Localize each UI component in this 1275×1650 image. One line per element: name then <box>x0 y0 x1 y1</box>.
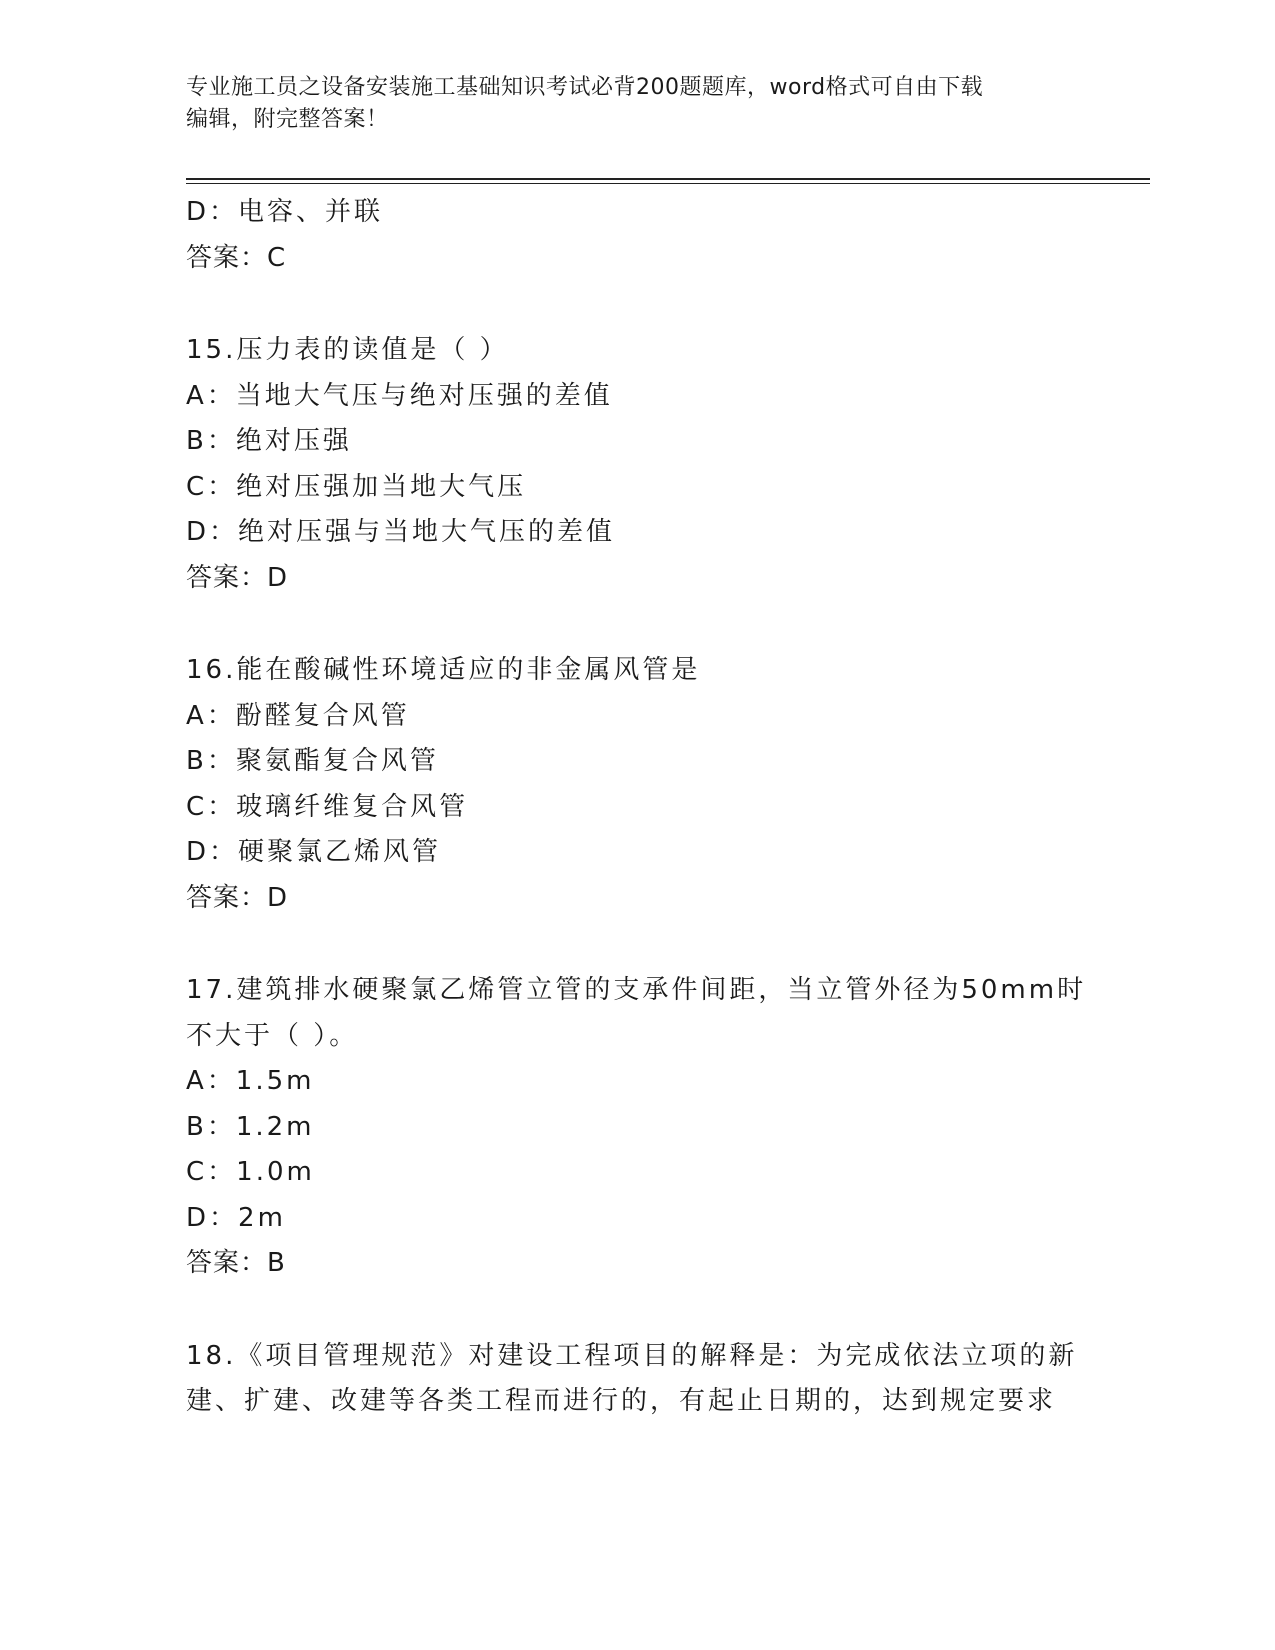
question-text: 15.压力表的读值是（ ） <box>186 335 509 365</box>
question-16 <box>186 648 1076 921</box>
question-text-line-1: 18.《项目管理规范》对建设工程项目的解释是：为完成依法立项的新 <box>186 1340 1078 1371</box>
spacer <box>186 281 1076 328</box>
question-text: 16.能在酸碱性环境适应的非金属风管是 <box>186 655 701 685</box>
answer: 答案：D <box>186 562 289 593</box>
answer: 答案：D <box>186 882 289 913</box>
question-15 <box>186 328 1076 601</box>
question-text-line-2: 建、扩建、改建等各类工程而进行的，有起止日期的，达到规定要求 <box>186 1386 1057 1416</box>
header-divider-thick <box>186 178 1150 180</box>
option-a: A：当地大气压与绝对压强的差值 <box>186 380 613 411</box>
option-d: D：2m <box>186 1202 286 1233</box>
option-c: C：玻璃纤维复合风管 <box>186 791 469 822</box>
question-text-line-1: 17.建筑排水硬聚氯乙烯管立管的支承件间距，当立管外径为50mm时 <box>186 975 1087 1005</box>
option-b: B：聚氨酯复合风管 <box>186 746 439 776</box>
header-line-1: 专业施工员之设备安装施工基础知识考试必背200题题库，word格式可自由下载 <box>186 75 984 100</box>
option-c: C：1.0m <box>186 1157 315 1187</box>
option-b: B：1.2m <box>186 1111 315 1142</box>
question-18 <box>186 1334 1076 1425</box>
header-line-2: 编辑，附完整答案！ <box>186 107 389 132</box>
spacer <box>186 921 1076 968</box>
option-c: C：绝对压强加当地大气压 <box>186 471 527 502</box>
option-a: A：酚醛复合风管 <box>186 700 410 731</box>
option-d: D：绝对压强与当地大气压的差值 <box>186 517 616 547</box>
answer: 答案：C <box>186 242 287 273</box>
option-b: B：绝对压强 <box>186 426 352 456</box>
document-header <box>186 72 1066 136</box>
option-a: A：1.5m <box>186 1066 315 1096</box>
question-list <box>186 190 1087 1425</box>
answer: 答案：B <box>186 1248 286 1278</box>
spacer <box>186 601 1076 648</box>
question-text-line-2: 不大于（ ）。 <box>186 1020 359 1051</box>
option-d: D：电容、并联 <box>186 197 384 227</box>
header-divider-thin <box>186 183 1150 184</box>
question-14-tail <box>186 190 1076 281</box>
question-17 <box>186 968 1087 1287</box>
spacer <box>186 1287 1076 1334</box>
option-d: D：硬聚氯乙烯风管 <box>186 837 442 867</box>
